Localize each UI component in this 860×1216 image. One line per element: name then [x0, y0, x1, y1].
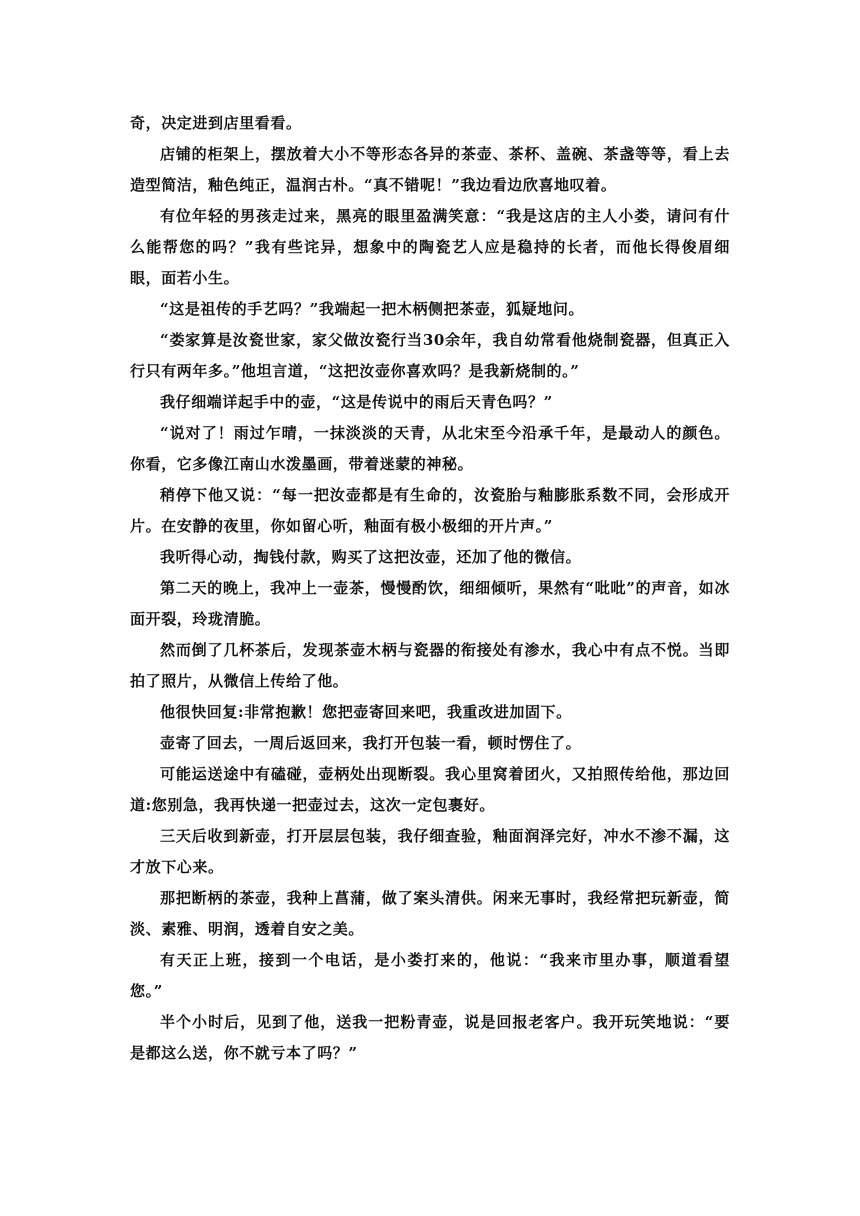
paragraph: 壶寄了回去，一周后返回来，我打开包装一看，顿时愣住了。 — [160, 734, 582, 752]
paragraph: “这是祖传的手艺吗？”我端起一把木柄侧把茶壶，狐疑地问。 — [160, 300, 585, 318]
paragraph: “娄家算是汝瓷世家，家父做汝瓷行当30余年，我自幼常看他烧制瓷器，但真正入行只有两年多。”他坦言道，“这把汝壶你喜欢吗？是我新烧制的。” — [130, 331, 730, 380]
paragraph: “说对了！雨过乍晴，一抹淡淡的天青，从北宋至今沿承千年，是最动人的颜色。你看，它多像江南山水泼墨画，带着迷蒙的神秘。 — [130, 424, 730, 473]
paragraph: 店铺的柜架上，摆放着大小不等形态各异的茶壶、茶杯、盖碗、茶盏等等，看上去造型简洁，釉色纯正，温润古朴。“真不错呢！”我边看边欣喜地叹着。 — [130, 145, 730, 194]
paragraph: 奇，决定进到店里看看。 — [130, 114, 302, 132]
paragraph: 那把断柄的茶壶，我种上菖蒲，做了案头清供。闲来无事时，我经常把玩新壶，简淡、素雅、明润，透着自安之美。 — [130, 889, 730, 938]
paragraph: 稍停下他又说：“每一把汝壶都是有生命的，汝瓷胎与釉膨胀系数不同，会形成开片。在安静的夜里，你如留心听，釉面有极小极细的开片声。” — [130, 486, 730, 535]
paragraph: 三天后收到新壶，打开层层包装，我仔细查验，釉面润泽完好，冲水不渗不漏，这才放下心来。 — [130, 827, 730, 876]
paragraph: 有天正上班，接到一个电话，是小娄打来的，他说：“我来市里办事，顺道看望您。” — [130, 951, 730, 1000]
paragraph: 我听得心动，掏钱付款，购买了这把汝壶，还加了他的微信。 — [160, 548, 582, 566]
paragraph: 有位年轻的男孩走过来，黑亮的眼里盈满笑意：“我是这店的主人小娄，请问有什么能帮您的吗？”我有些诧异，想象中的陶瓷艺人应是稳持的长者，而他长得俊眉细眼，面若小生。 — [130, 207, 730, 287]
article-body — [130, 108, 730, 1069]
paragraph: 可能运送途中有磕碰，壶柄处出现断裂。我心里窝着团火，又拍照传给他，那边回道:您别急，我再快递一把壶过去，这次一定包裹好。 — [130, 765, 730, 814]
paragraph: 然而倒了几杯茶后，发现茶壶木柄与瓷器的衔接处有渗水，我心中有点不悦。当即拍了照片，从微信上传给了他。 — [130, 641, 730, 690]
paragraph: 他很快回复:非常抱歉！您把壶寄回来吧，我重改进加固下。 — [160, 703, 572, 721]
paragraph: 我仔细端详起手中的壶，“这是传说中的雨后天青色吗？” — [160, 393, 553, 411]
paragraph: 第二天的晚上，我冲上一壶茶，慢慢酌饮，细细倾听，果然有“吡吡”的声音，如冰面开裂，玲珑清脆。 — [130, 579, 730, 628]
paragraph: 半个小时后，见到了他，送我一把粉青壶，说是回报老客户。我开玩笑地说：“要是都这么送，你不就亏本了吗？” — [130, 1013, 730, 1062]
